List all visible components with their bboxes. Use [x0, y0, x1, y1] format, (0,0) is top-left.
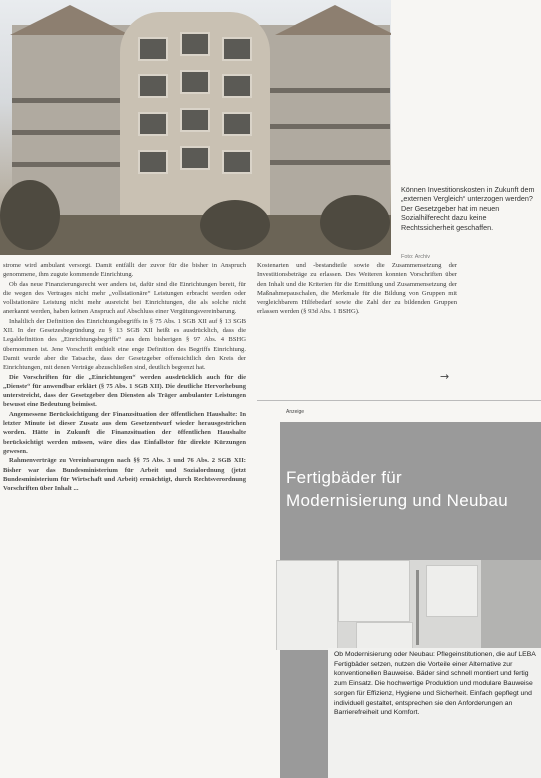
balcony: [270, 160, 390, 165]
tree: [0, 180, 60, 250]
article-column-right: [257, 261, 457, 379]
ad-body: Ob Modernisierung oder Neubau: Pflegeinstitutionen, die auf LEBA Fertigbäder setzen, nutzen die Vorteile einer Alternative zur konventionellen Bauweise. Bäder sind schnell montiert und fertig zum Einsatz. Die hochwertige Produktion und modulare Bauweise sorgen für Effizienz, Hygiene und Sicherheit. Einfach gepflegt und individuell gestaltet, entsprechen sie den Anforderungen an Barrierefreiheit und Komfort.: [334, 651, 536, 717]
paragraph: Angemessene Berücksichtigung der Finanzsituation der öffentlichen Haushalte: In letzter Minute ist dieser Zusatz aus dem Gesetzentwurf wieder herausgestrichen worden. Hätte in Zukunft die Finanzsituation der öffentlichen Haushalte berücksichtigt werden müssen, wäre dies das Einfallstor für direkte Kürzungen gewesen.: [3, 410, 246, 455]
paragraph: Rahmenverträge zu Vereinbarungen nach §§ 75 Abs. 3 und 76 Abs. 2 SGB XII: Bisher war das Bundesministerium für Arbeit und Sozialordnung (jetzt Bundesministerium für Wirtschaft und Arbeit) ermächtigt, durch Rechtsverordnung Vorschriften über Inhalt ...: [3, 457, 246, 493]
photo-caption: Können Investitionskosten in Zukunft dem „externen Vergleich“ unterzogen werden? Der Gesetzgeber hat im neuen Sozialhilferecht dazu keine Rechtssicherheit geschaffen.: [401, 185, 535, 232]
paragraph: Die Vorschriften für die „Einrichtungen“ werden ausdrücklich auch für die „Dienste“ für anwendbar erklärt (§ 75 Abs. 1 SGB XII). Die deutliche Hervorhebung unterstreicht, dass der Gesetzgeber den Diensten als Träger ambulanter Leistungen bewusst eine Bedeutung beimisst.: [3, 373, 246, 409]
article-column-left: [3, 261, 246, 778]
paragraph: Kostenarten und -bestandteile sowie die Zusammensetzung der Investitionsbeträge zu erlassen. Des Weiteren konnten Vorschriften über den Inhalt und die Kriterien für die Ermittlung und Zusammensetzung der Maßnahmepauschalen, die Merkmale für die Bildung von Gruppen mit vergleichbarem Hilfebedarf sowie die Zahl der zu bildenden Gruppen erlassen werden (§ 93d Abs. 1 BSHG).: [257, 262, 457, 316]
paragraph: strome wird ambulant versorgt. Damit entfällt der zuvor für die bisher in Anspruch genommene, ihm zugute kommende Einrichtung.: [3, 262, 246, 279]
ad-title-line2: Modernisierung und Neubau: [286, 491, 509, 510]
ad-divider: [257, 400, 541, 401]
tree: [320, 195, 390, 250]
balcony: [12, 98, 122, 103]
photo-credit: Foto: Archiv: [401, 254, 431, 260]
ad-title: [286, 466, 508, 512]
advertisement: [257, 405, 541, 778]
ad-tag: Anzeige: [286, 409, 305, 415]
balcony: [270, 88, 390, 93]
building-photo: [0, 0, 391, 255]
balcony: [270, 124, 390, 129]
tree: [200, 200, 270, 250]
ad-title-line1: Fertigbäder für: [286, 468, 402, 487]
paragraph: Inhaltlich der Definition des Einrichtungsbegriffs in § 75 Abs. 1 SGB XII auf § 13 SGB XII. In der Gesetzesbegründung zu § 13 SGB XII heißt es ausdrücklich, dass die Legaldefinition des „Einrichtungsbegriffs“ aus dem bisherigen § 97 Abs. 4 BSHG übernommen ist. Jene Vorschrift enthielt eine enge Definition des Begriffs Einrichtung. Damit wurde aber die Tatsache, dass der Gesetzgeber offensichtlich den Kreis der Einrichtungen, mit denen Verträge abzuschließen sind, deutlich begrenzt hat.: [3, 317, 246, 372]
balcony: [12, 162, 122, 167]
continue-arrow-icon: →: [440, 370, 450, 383]
roof-right: [275, 5, 391, 35]
paragraph: Ob das neue Finanzierungsrecht wer anders ist, dafür sind die Einrichtungen bereit, für die wegen des Vertrages nicht mehr „vollstationäre“ Leistungen erbracht werden oder vollstationäre Leistung nicht mehr ausreicht bei Einrichtungen, die als solche nicht anerkannt werden, haben keinen Anspruch auf Abschluss einer Vergütungsvereinbarung.: [3, 280, 246, 316]
bathroom-photo: [276, 560, 541, 650]
roof-left: [10, 5, 130, 35]
balcony: [12, 130, 122, 135]
